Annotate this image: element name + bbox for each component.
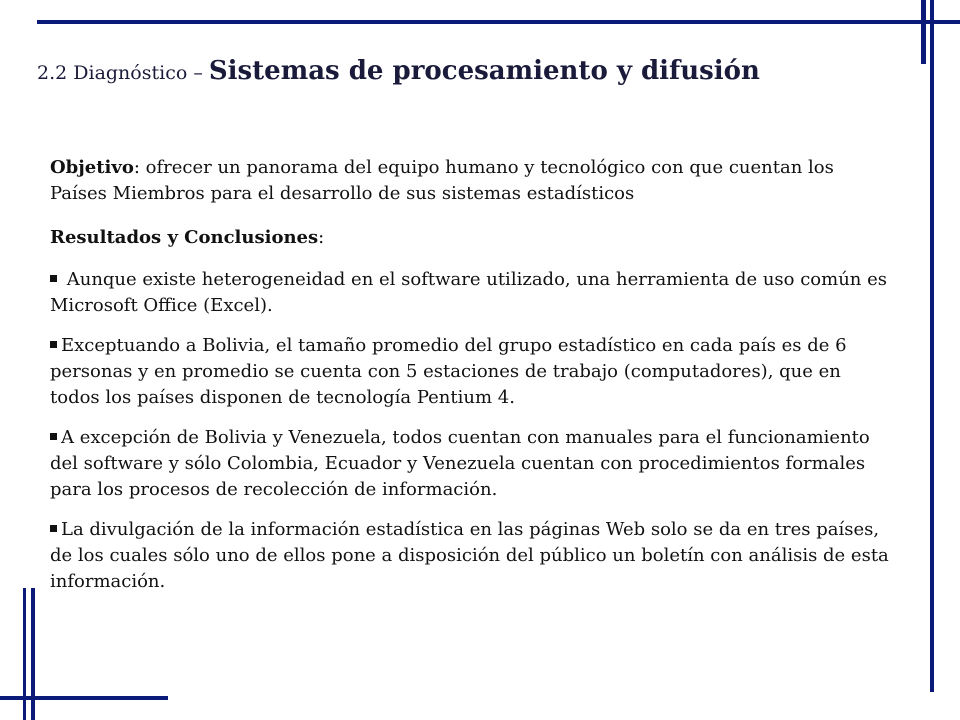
objective-paragraph [50, 155, 890, 207]
bottom-left-vertical-line-inner [31, 588, 35, 720]
bullet-item [50, 425, 890, 503]
bottom-border-line [0, 696, 168, 700]
square-bullet-icon [50, 341, 57, 348]
results-heading-label: Resultados y Conclusiones [50, 227, 319, 248]
right-border-line [930, 0, 934, 692]
title-main: Sistemas de procesamiento y difusión [208, 56, 760, 86]
title-prefix: 2.2 Diagnóstico – [37, 62, 209, 84]
bullet-text: A excepción de Bolivia y Venezuela, todos cuentan con manuales para el funcionamiento del software y sólo Colombia, Ecuador y Venezuela cuentan con procedimientos formales para los procesos de recolección de información. [50, 427, 870, 500]
objective-label: Objetivo [50, 157, 134, 178]
bullet-text: Aunque existe heterogeneidad en el software utilizado, una herramienta de uso común es Microsoft Office (Excel). [50, 269, 887, 316]
results-heading-suffix: : [318, 227, 325, 248]
square-bullet-icon [50, 525, 57, 532]
bullet-item [50, 517, 890, 595]
page-title [37, 58, 917, 84]
top-right-vertical-line [921, 0, 926, 64]
top-border-line [37, 20, 960, 24]
bottom-left-vertical-line-outer [23, 588, 26, 720]
bullet-text: La divulgación de la información estadística en las páginas Web solo se da en tres países, de los cuales sólo uno de ellos pone a disposición del público un boletín con análisis de esta información. [50, 519, 889, 592]
square-bullet-icon [50, 433, 57, 440]
objective-text: : ofrecer un panorama del equipo humano y tecnológico con que cuentan los Países Miembros para el desarrollo de sus sistemas estadísticos [50, 157, 834, 204]
bullet-item [50, 267, 890, 319]
bullet-item [50, 333, 890, 411]
square-bullet-icon [50, 275, 57, 282]
results-heading [50, 225, 890, 251]
slide-body [50, 155, 890, 609]
bullet-text: Exceptuando a Bolivia, el tamaño promedio del grupo estadístico en cada país es de 6 personas y en promedio se cuenta con 5 estaciones de trabajo (computadores), que en todos los países disponen de tecnología Pentium 4. [50, 335, 847, 408]
